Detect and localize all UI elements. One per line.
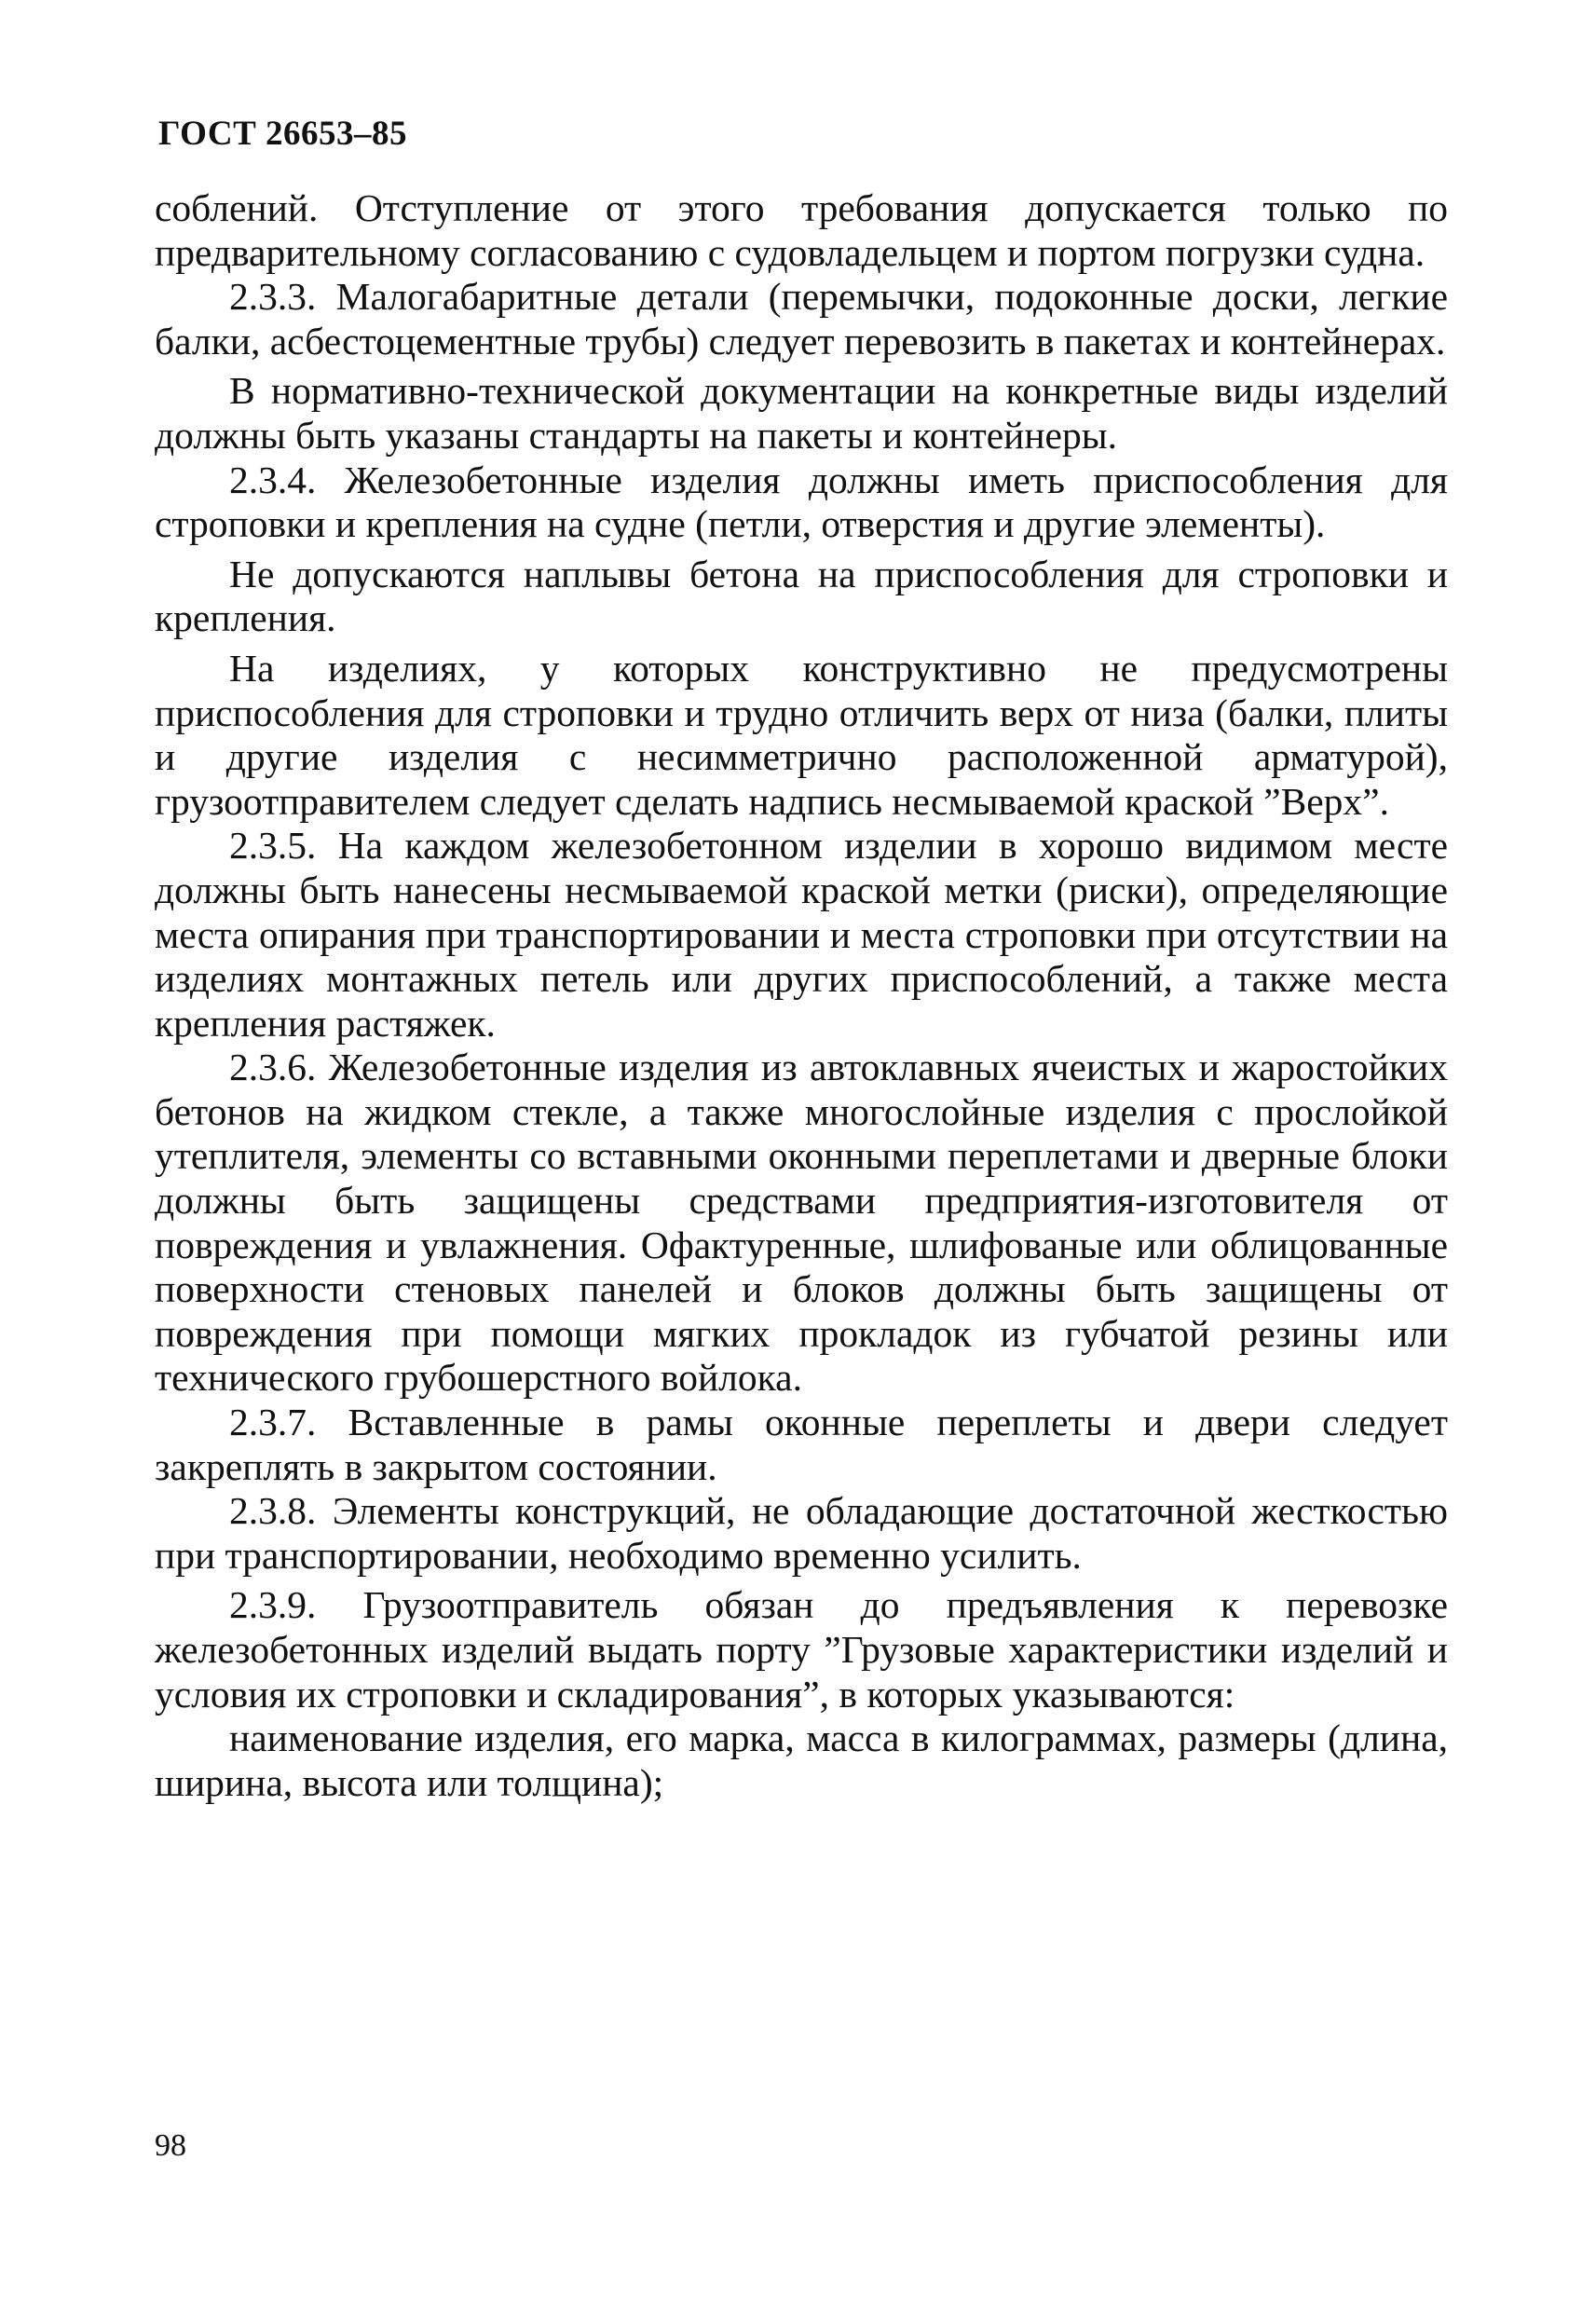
paragraph: наименование изделия, его марка, масса в килограммах, размеры (длина, ширина, высота или толщина); — [155, 1716, 1448, 1804]
paragraph: В нормативно-технической документации на конкретные виды изделий должны быть указаны стандарты на пакеты и контейнеры. — [155, 369, 1448, 457]
document-header: ГОСТ 26653–85 — [158, 115, 407, 153]
page-number: 98 — [155, 2128, 186, 2163]
paragraph: Не допускаются наплывы бетона на приспособления для строповки и крепления. — [155, 552, 1448, 640]
document-body — [155, 186, 1448, 1805]
paragraph: соблений. Отступление от этого требования допускается только по предварительному согласованию с судовладельцем и портом погрузки судна. — [155, 186, 1448, 274]
paragraph: На изделиях, у которых конструктивно не предусмотрены приспособления для строповки и трудно отличить верх от низа (балки, плиты и другие изделия с несимметрично расположенной арматурой), грузоотправителем следует сделать надпись несмываемой краской ”Верх”. — [155, 646, 1448, 823]
paragraph: 2.3.7. Вставленные в рамы оконные переплеты и двери следует закреплять в закрытом состоянии. — [155, 1401, 1448, 1488]
paragraph: 2.3.5. На каждом железобетонном изделии в хорошо видимом месте должны быть нанесены несмываемой краской метки (риски), определяющие места опирания при транспортировании и места строповки при отсутствии на изделиях монтажных петель или других приспособлений, а также места крепления растяжек. — [155, 824, 1448, 1045]
paragraph: 2.3.3. Малогабаритные детали (перемычки, подоконные доски, легкие балки, асбестоцементные трубы) следует перевозить в пакетах и контейнерах. — [155, 275, 1448, 362]
paragraph: 2.3.6. Железобетонные изделия из автоклавных ячеистых и жаростойких бетонов на жидком стекле, а также многослойные изделия с прослойкой утеплителя, элементы со вставными оконными переплетами и дверные блоки должны быть защищены средствами предприятия-изготовителя от повреждения и увлажнения. Офактуренные, шлифованые или облицованные поверхности стеновых панелей и блоков должны быть защищены от повреждения при помощи мягких прокладок из губчатой резины или технического грубошерстного войлока. — [155, 1046, 1448, 1400]
paragraph: 2.3.9. Грузоотправитель обязан до предъявления к перевозке железобетонных изделий выдать порту ”Грузовые характеристики изделий и условия их строповки и складирования”, в которых указываются: — [155, 1583, 1448, 1716]
paragraph: 2.3.8. Элементы конструкций, не обладающие достаточной жесткостью при транспортировании, необходимо временно усилить. — [155, 1489, 1448, 1577]
paragraph: 2.3.4. Железобетонные изделия должны иметь приспособления для строповки и крепления на судне (петли, отверстия и другие элементы). — [155, 458, 1448, 546]
